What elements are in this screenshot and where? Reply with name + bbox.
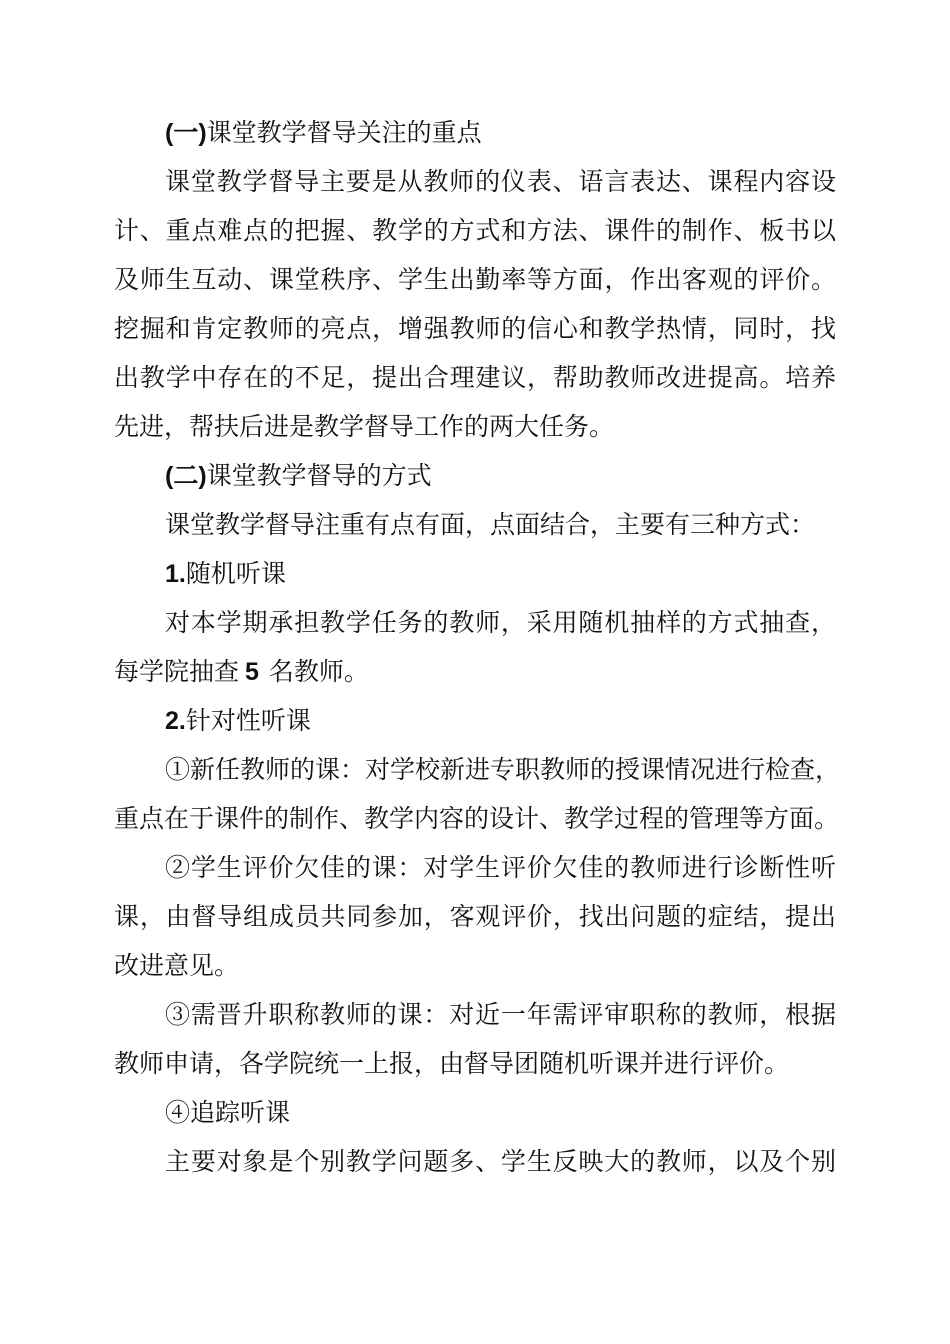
section-heading-1: (一)课堂教学督导关注的重点 [165,118,482,147]
paragraph-line: 课堂教学督导注重有点有面，点面结合，主要有三种方式： [165,510,816,539]
paragraph-line: 主要对象是个别教学问题多、学生反映大的教师，以及个别 [165,1147,836,1176]
paragraph-line: 及师生互动、课堂秩序、学生出勤率等方面，作出客观的评价。 [114,265,836,294]
paragraph-line: 重点在于课件的制作、教学内容的设计、教学过程的管理等方面。 [114,804,840,833]
paragraph-line: ④追踪听课 [165,1098,291,1127]
paragraph-line: 改进意见。 [114,951,240,980]
section-heading-2: (二)课堂教学督导的方式 [165,461,432,490]
list-item-heading: 2.针对性听课 [165,706,311,735]
paragraph-line: 先进，帮扶后进是教学督导工作的两大任务。 [114,412,615,441]
paragraph-line: 课堂教学督导主要是从教师的仪表、语言表达、课程内容设 [165,167,836,196]
body-text [114,108,841,1186]
paragraph-line: 每学院抽查 5 名教师。 [114,657,369,686]
paragraph-line: 教师申请，各学院统一上报，由督导团随机听课并进行评价。 [114,1049,790,1078]
paragraph-line: 出教学中存在的不足，提出合理建议，帮助教师改进提高。培养 [114,363,836,392]
paragraph-line: 对本学期承担教学任务的教师，采用随机抽样的方式抽查， [165,608,836,637]
paragraph-line: ③需晋升职称教师的课：对近一年需评审职称的教师，根据 [165,1000,836,1029]
paragraph-line: 计、重点难点的把握、教学的方式和方法、课件的制作、板书以 [114,216,836,245]
paragraph-line: 课，由督导组成员共同参加，客观评价，找出问题的症结，提出 [114,902,836,931]
paragraph-line: ②学生评价欠佳的课：对学生评价欠佳的教师进行诊断性听 [165,853,836,882]
paragraph-line: ①新任教师的课：对学校新进专职教师的授课情况进行检查， [165,755,841,784]
paragraph-line: 挖掘和肯定教师的亮点，增强教师的信心和教学热情，同时，找 [114,314,836,343]
list-item-heading: 1.随机听课 [165,559,286,588]
